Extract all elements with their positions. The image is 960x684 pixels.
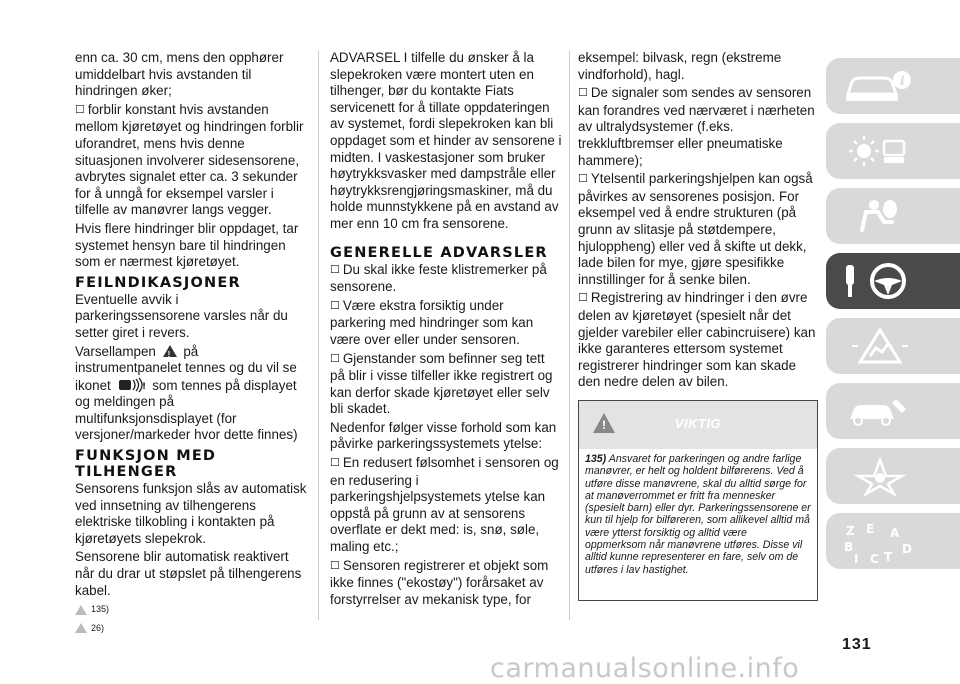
col2-bullet-1: ☐ Du skal ikke feste klistremerker på sensorene.: [330, 262, 562, 296]
col2-bullet-4: ☐ En redusert følsomhet i sensoren og en redusering i parkeringshjelpsystemets ytelse kan oppstå på grunn av at sensorens overflate er dekt med: is, snø, søle, maling etc.;: [330, 455, 562, 556]
col1-para-2: Hvis flere hindringer blir oppdaget, tar systemet hensyn bare til hindringen som er nærmest kjøretøyet.: [75, 220, 299, 270]
col1-para-5: Sensorens funksjon slås av automatisk ved innsetning av tilhengerens elektriske tilkobling i kontakten på kjøretøyets slepekrok.: [75, 481, 307, 546]
col1-para-6: Sensorene blir automatisk reaktivert når du drar ut støpslet på tilhengerens kabel.: [75, 549, 302, 598]
car-info-icon: [840, 66, 920, 106]
col1-para-1: enn ca. 30 cm, mens den opphører umiddelbart hvis avstanden til hindringen øker;: [75, 50, 284, 99]
tab-index[interactable]: [826, 513, 960, 569]
col2-para-2: Nedenfor følger visse forhold som kan påvirke parkeringssystemets ytelse:: [330, 419, 557, 452]
tab-emergency[interactable]: [826, 318, 960, 374]
svg-text:T: T: [884, 550, 893, 564]
col3-bullet-1: ☐ De signaler som sendes av sensoren kan forandres ved nærværet i nærheten av ultralydsystemer (f.eks. trekkluftbremser eller pneumatiske hammere);: [578, 85, 818, 169]
warning-header: [579, 401, 817, 449]
page-number: 131: [842, 636, 872, 653]
maintenance-icon: [840, 391, 920, 431]
warning-mini-icon: [75, 605, 87, 615]
col2-bullet-3: ☐ Gjenstander som befinner seg tett på blir i visse tilfeller ikke registrert og kan derfor skade kjøretøyet eller selv bli skadet.: [330, 351, 562, 418]
tab-starting-driving[interactable]: [826, 253, 960, 309]
svg-text:I: I: [854, 552, 859, 565]
column-1: [75, 50, 307, 636]
tab-car-info[interactable]: [826, 58, 960, 114]
warning-body: Ansvaret for parkeringen og andre farlige manøvrer, er helt og holdent bilførerens. Ved å utføre disse manøvrene, skal du alltid sørge for at manøverrommet er fritt fra mennesker (spesielt barn) eller dyr. Parkeringssensorene er kun til hjelp for bilføreren, som allikevel alltid må være ytterst forsiktig og alltid være oppmerksom når manøvrene utføres. Disse vil alltid kunne representerer en fare, selv om de utføres i lav hastighet.: [585, 453, 811, 576]
col1-para-4b: på instrumentpanelet tennes og du vil se ikonet: [75, 343, 297, 393]
tab-warning-lights[interactable]: [826, 123, 960, 179]
svg-text:i: i: [900, 74, 905, 88]
col3-bullet-3: ☐ Registrering av hindringer i den øvre delen av kjøretøyet (spesielt når det gjelder varebiler eller cabincruisere) kan ikke garanteres ettersom systemet registrerer hindringer som kan skade den nedre delen av bilen.: [578, 290, 818, 391]
svg-text:A: A: [890, 526, 900, 540]
chapter-sidebar: [826, 58, 960, 578]
col1-para-4: [75, 344, 307, 445]
reference-26: 26): [75, 620, 307, 637]
col2-para-1: ADVARSEL I tilfelle du ønsker å la slepekroken være montert uten en tilhenger, bør du kontakte Fiats servicenett for å tillate oppdateringen av systemet, fordi slepekroken kan bli oppdaget som et hinder av sensorene i midten. I vaskestasjoner som bruker høytrykksvasker med dampstråle eller høytrykksrengjøringsmaskiner, må du holde munnstykkene på en avstand av mer enn 10 cm fra sensorene.: [330, 50, 562, 231]
warning-lamp-icon: [163, 345, 177, 357]
heading-general-warnings: GENERELLE ADVARSLER: [330, 244, 548, 261]
tab-multimedia[interactable]: [826, 448, 960, 504]
col1-para-4c: som tennes på displayet og meldingen på multifunksjonsdisplayet (for versjoner/markeder hvor dette finnes): [75, 377, 298, 443]
column-divider-2: [569, 50, 570, 620]
tab-safety[interactable]: [826, 188, 960, 244]
col2-bullet-2: ☐ Være ekstra forsiktig under parkering med hindringer som kan være over eller under sensoren.: [330, 298, 562, 349]
svg-text:D: D: [902, 542, 912, 556]
svg-text:Z: Z: [846, 524, 855, 538]
svg-text:C: C: [870, 552, 879, 565]
airbag-seat-icon: [840, 196, 920, 236]
col3-para-1: eksempel: bilvask, regn (ekstreme vindforhold), hagl.: [578, 50, 782, 82]
svg-text:E: E: [866, 522, 875, 536]
col1-para-3: Eventuelle avvik i parkeringssensorene varsles når du setter giret i revers.: [75, 291, 288, 340]
warning-title: VIKTIG: [674, 416, 722, 431]
important-warning-box: [578, 400, 818, 601]
key-steering-icon: [840, 261, 920, 301]
heading-fault: FEILNDIKASJONER: [75, 274, 241, 291]
column-2: [330, 50, 562, 610]
alphabet-index-icon: [840, 521, 920, 565]
svg-text:!: !: [142, 381, 147, 392]
column-divider-1: [318, 50, 319, 620]
col3-bullet-2: ☐ Ytelsentil parkeringshjelpen kan også påvirkes av sensorenes posisjon. For eksempel ved å endre strukturen (på grunn av slitasje på støtdempere, hjuloppheng) eller ved å skifte ut dekk, lade bilen for mye, gjøre spesifikke innstillinger for å senke bilen.: [578, 171, 818, 288]
col1-para-4a: Varsellampen: [75, 343, 156, 359]
warning-number: 135): [585, 453, 607, 465]
parking-sensor-fault-icon: [116, 377, 146, 393]
reference-135: 135): [75, 601, 307, 618]
warning-text: [579, 449, 817, 576]
heading-trailer: FUNKSJON MED TILHENGER: [75, 448, 217, 481]
breakdown-icon: [840, 326, 920, 366]
col2-bullet-5: ☐ Sensoren registrerer et objekt som ikke finnes ("ekostøy") forårsaket av forstyrrelser av mekanisk type, for: [330, 558, 562, 609]
column-3: [578, 50, 818, 393]
svg-text:B: B: [844, 540, 854, 554]
tab-maintenance[interactable]: [826, 383, 960, 439]
multimedia-icon: [840, 456, 920, 496]
caution-mini-icon: [75, 623, 87, 633]
watermark: carmanualsonline.info: [490, 653, 800, 684]
col1-bullet-1: ☐ forblir konstant hvis avstanden mellom kjøretøyet og hindringen forblir uforandret, mens hvis denne situasjonen involverer sidesensorene, avbrytes signalet etter ca. 3 sekunder for å unngå for eksempel varsler i tilfelle av manøvrer langs vegger.: [75, 102, 307, 219]
warning-lights-icon: [840, 131, 920, 171]
